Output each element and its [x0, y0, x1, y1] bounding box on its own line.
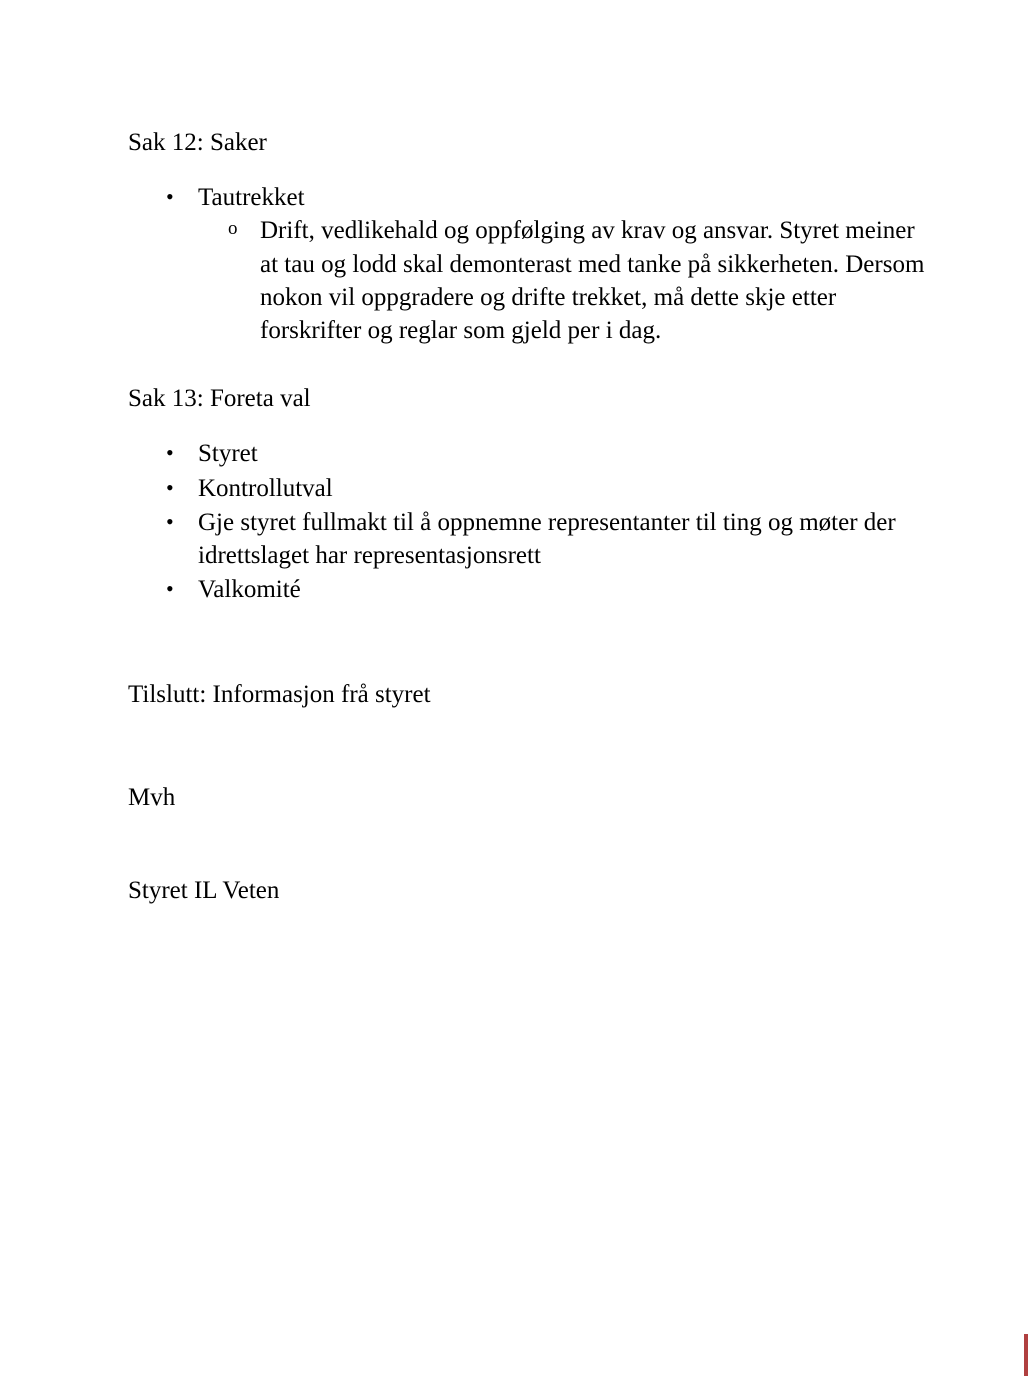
- list-item-label: Tautrekket: [198, 184, 305, 211]
- spacer: [128, 415, 938, 437]
- list-sak-13: [128, 437, 938, 606]
- bullet-disc-icon: •: [166, 440, 174, 466]
- list-item: [128, 573, 938, 606]
- bullet-disc-icon: •: [166, 508, 174, 534]
- bullet-disc-icon: •: [166, 184, 174, 209]
- bullet-circle-icon: o: [228, 218, 238, 240]
- list-item-label: Drift, vedlikehald og oppfølging av krav og ansvar. Styret meiner at tau og lodd skal demonterast med tanke på sikkerheten. Dersom nokon vil oppgradere og drifte trekket, må dette skje etter forskrifter og reglar som gjeld per i dag.: [260, 217, 925, 344]
- scrollbar-indicator[interactable]: [1024, 1334, 1028, 1376]
- spacer: [128, 159, 938, 181]
- list-item-label: Kontrollutval: [198, 474, 333, 502]
- document-body: [128, 126, 938, 907]
- list-item: [128, 181, 938, 347]
- spacer: [128, 608, 938, 678]
- bullet-disc-icon: •: [166, 474, 174, 500]
- paragraph-mvh: Mvh: [128, 783, 176, 811]
- list-item-label: Gje styret fullmakt til å oppnemne representanter til ting og møter der idrettslaget har representasjonsrett: [198, 508, 896, 569]
- list-item: [128, 472, 938, 505]
- spacer: [128, 814, 938, 874]
- list-item: [128, 437, 938, 470]
- bullet-disc-icon: •: [166, 576, 174, 602]
- paragraph-signature: Styret IL Veten: [128, 876, 280, 904]
- sublist-tautrekket: [198, 214, 938, 347]
- list-sak-12: [128, 181, 938, 347]
- list-item: [198, 214, 938, 347]
- spacer: [128, 348, 938, 382]
- section-heading-sak-13: Sak 13: Foreta val: [128, 385, 311, 413]
- paragraph-tilslutt: Tilslutt: Informasjon frå styret: [128, 680, 431, 708]
- list-item: [128, 506, 938, 573]
- list-item-label: Styret: [198, 440, 258, 468]
- list-item-label: Valkomité: [198, 576, 301, 604]
- section-heading-sak-12: Sak 12: Saker: [128, 129, 267, 156]
- spacer: [128, 711, 938, 781]
